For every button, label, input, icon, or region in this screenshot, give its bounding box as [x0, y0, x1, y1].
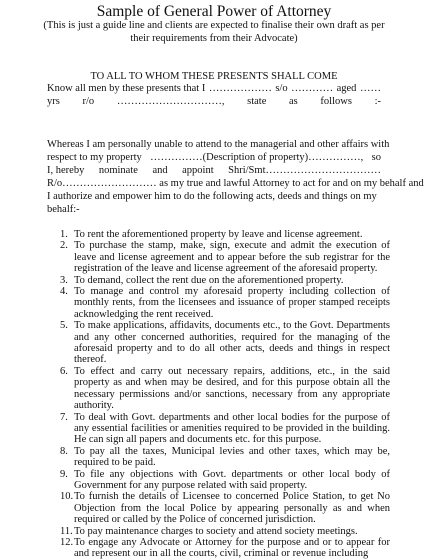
clause-text: To rent the aforementioned property by leave and license agreement.: [74, 229, 363, 240]
clause-item: [60, 275, 390, 286]
clause-text: To deal with Govt. departments and other local bodies for the purpose of any essential facilities or amenities required to be provided in the building. He can sign all papers and documents etc. for this purpose.: [74, 411, 390, 446]
paragraph-text: nominate: [98, 165, 138, 176]
address-blank: …………………………,: [116, 96, 225, 107]
clause-text: To make applications, affidavits, documents etc., to the Govt. Departments and any other concerned authorities, required for the managing of the aforesaid property and to do all other acts, deeds and things in respect thereof.: [74, 320, 390, 366]
name-blank: ………………: [208, 83, 272, 94]
property-description-blank: ……………(Description of property)……………,: [150, 152, 364, 163]
clause-text: To engage any Advocate or Attorney for the purpose and or to appear for and represent our in all the courts, civil, criminal or revenue including: [74, 536, 390, 560]
paragraph-line-4: [47, 178, 424, 191]
clause-item: [60, 526, 390, 537]
paragraph-text: and: [152, 165, 168, 176]
clause-number: 11.: [60, 525, 73, 537]
document-heading: TO ALL TO WHOM THESE PRESENTS SHALL COME: [90, 71, 338, 82]
intro-text: Know all men by these presents that I: [47, 83, 206, 94]
attorney-name-blank: Shri/Smt……………………………: [228, 165, 381, 176]
as-word: as: [289, 96, 298, 107]
clause-text: To file any objections with Govt. departments or other local body of Government for any purpose related with said property.: [74, 468, 390, 491]
clause-number: 5.: [60, 320, 68, 332]
intro-line-2: [47, 96, 381, 109]
clause-text: To demand, collect the rent due on the aforementioned property.: [74, 274, 344, 286]
clause-text: To pay maintenance charges to society and attend society meetings.: [74, 525, 358, 537]
behalf-line: [47, 204, 381, 217]
clause-item: [60, 366, 390, 412]
paragraph-text: so: [371, 152, 381, 163]
clause-number: 4.: [60, 286, 68, 298]
clause-number: 2.: [60, 240, 68, 252]
paragraph-line-3: [47, 165, 381, 178]
clause-item: [60, 240, 390, 274]
document-subtitle: (This is just a guide line and clients are expected to finalise their own draft as per their requirements from their Advocate): [43, 20, 385, 44]
intro-line-1: [47, 83, 381, 96]
clause-item: [60, 537, 390, 560]
follows-word: follows: [320, 96, 352, 107]
clause-number: 3.: [60, 274, 68, 286]
age-blank: ……: [359, 83, 381, 94]
clause-number: 9.: [60, 468, 68, 480]
paragraph-text: I authorize and empower him to do the following acts, deeds and things on my: [47, 191, 377, 202]
clause-text: To furnish the details of Licensee to concerned Police Station, to get No Objection from the local Police by appearing personally as and when required or called by the Police of concerned jurisdiction.: [74, 491, 390, 526]
paragraph-line-2: [47, 152, 381, 165]
paragraph-text: appoint: [182, 165, 214, 176]
paragraph-text: respect to my property: [47, 152, 142, 163]
document-title: Sample of General Power of Attorney: [96, 3, 332, 20]
paragraph-line-5: [47, 191, 381, 204]
resident-of-label: r/o: [82, 96, 95, 107]
paragraph-line-1: [47, 139, 390, 152]
clause-item: [60, 469, 390, 492]
clause-item: [60, 491, 390, 525]
paragraph-text: R/o……………………… as my true and lawful Attorney to act for and on my behalf and: [47, 178, 424, 189]
clause-number: 7.: [60, 411, 68, 423]
clause-item: [60, 229, 390, 240]
years-label: yrs: [47, 96, 60, 107]
clause-text: To effect and carry out necessary repairs, additions, etc., in the said property as and when may be desired, and for this purpose obtain all the necessary permissions and/or sanctions, necessary from any appropriate authority.: [74, 365, 390, 412]
son-of-label: s/o: [275, 83, 288, 94]
clause-text: To purchase the stamp, make, sign, execute and admit the execution of leave and license agreement and to appear before the sub registrar for the registration of the leave and license agreement of the aforesaid property.: [74, 240, 390, 275]
clause-item: [60, 446, 390, 469]
father-name-blank: …………: [291, 83, 334, 94]
clause-number: 6.: [60, 365, 68, 377]
aged-label: aged: [336, 83, 357, 94]
colon-dash: :-: [374, 96, 381, 107]
clause-text: To pay all the taxes, Municipal levies and other taxes, which may be, required to be paid.: [74, 445, 390, 469]
clause-item: [60, 320, 390, 366]
clause-number: 1.: [60, 229, 68, 240]
state-label: state: [247, 96, 267, 107]
behalf-text: behalf:-: [47, 204, 80, 215]
clause-text: To manage and control my aforesaid property including collection of monthly rents, from the licensees and issuance of proper stamped receipts acknowledging the rent received.: [74, 286, 390, 320]
paragraph-text: Whereas I am personally unable to attend to the managerial and other affairs with: [47, 139, 390, 150]
clause-list: [60, 229, 390, 560]
paragraph-text: I, hereby: [47, 165, 85, 176]
clause-number: 12.: [60, 536, 74, 548]
clause-number: 8.: [60, 445, 68, 457]
clause-number: 10.: [60, 491, 74, 503]
clause-item: [60, 412, 390, 446]
clause-item: [60, 286, 390, 320]
